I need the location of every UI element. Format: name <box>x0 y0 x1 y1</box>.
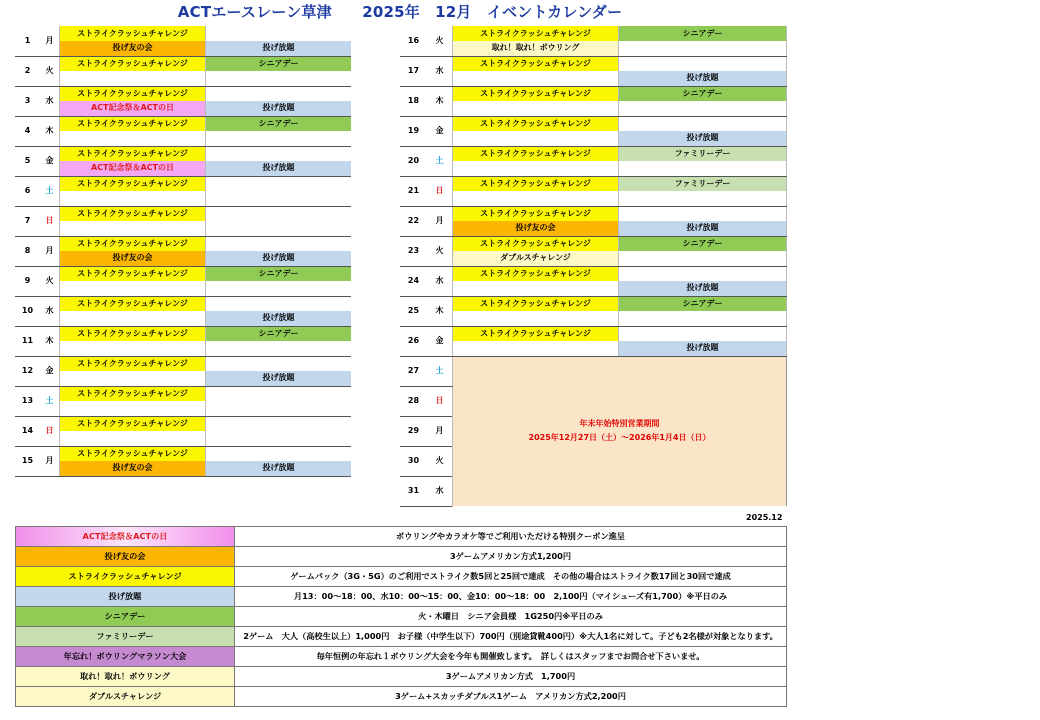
legend-row <box>16 527 787 547</box>
day-row <box>15 236 351 251</box>
event-slot <box>206 281 352 296</box>
day-weekday: 水 <box>427 266 453 296</box>
event-slot <box>206 221 352 236</box>
event-slot: 投げ放題 <box>206 251 352 266</box>
event-slot: ストライクラッシュチャレンジ <box>60 176 206 191</box>
day-number: 8 <box>15 236 40 266</box>
year-end-special-period <box>453 356 787 506</box>
event-slot: ストライクラッシュチャレンジ <box>453 86 619 101</box>
event-slot <box>60 311 206 326</box>
event-slot: 投げ放題 <box>619 281 787 296</box>
day-row-sub <box>15 431 351 446</box>
event-slot: シニアデー <box>619 296 787 311</box>
event-slot <box>619 116 787 131</box>
day-row-sub <box>400 221 787 236</box>
day-number: 3 <box>15 86 40 116</box>
event-slot: ストライクラッシュチャレンジ <box>60 56 206 71</box>
day-weekday: 木 <box>427 296 453 326</box>
event-slot: シニアデー <box>206 266 352 281</box>
day-number: 22 <box>400 206 427 236</box>
legend-event-name: 取れ！取れ！ボウリング <box>16 667 235 687</box>
day-number: 7 <box>15 206 40 236</box>
issue-date: 2025.12 <box>746 513 783 522</box>
day-weekday: 月 <box>427 206 453 236</box>
day-row <box>15 386 351 401</box>
day-weekday: 土 <box>427 146 453 176</box>
day-row <box>400 26 787 41</box>
day-number: 12 <box>15 356 40 386</box>
event-slot: ストライクラッシュチャレンジ <box>453 146 619 161</box>
day-row <box>15 116 351 131</box>
event-slot: ストライクラッシュチャレンジ <box>453 116 619 131</box>
legend-row <box>16 627 787 647</box>
day-row <box>400 56 787 71</box>
day-number: 10 <box>15 296 40 326</box>
event-slot <box>453 281 619 296</box>
legend-row <box>16 547 787 567</box>
event-slot: ストライクラッシュチャレンジ <box>60 266 206 281</box>
day-weekday: 土 <box>40 386 60 416</box>
year-end-dates: 2025年12月27日（土）～2026年1月4日（日） <box>528 433 711 443</box>
event-slot: ストライクラッシュチャレンジ <box>60 296 206 311</box>
day-row <box>15 146 351 161</box>
event-slot: ストライクラッシュチャレンジ <box>453 176 619 191</box>
event-slot: ストライクラッシュチャレンジ <box>60 146 206 161</box>
event-slot <box>453 161 619 176</box>
legend-table <box>15 526 787 707</box>
legend-event-description: 火・木曜日 シニア会員様 1G250円※平日のみ <box>235 607 787 627</box>
day-row-sub <box>400 251 787 266</box>
event-slot <box>60 281 206 296</box>
day-number: 25 <box>400 296 427 326</box>
event-slot <box>619 56 787 71</box>
legend-row <box>16 687 787 707</box>
day-number: 23 <box>400 236 427 266</box>
event-slot <box>206 356 352 371</box>
event-slot <box>206 176 352 191</box>
event-slot <box>206 146 352 161</box>
day-row <box>400 236 787 251</box>
day-row <box>15 26 351 41</box>
day-row-sub <box>400 281 787 296</box>
event-slot: ストライクラッシュチャレンジ <box>60 356 206 371</box>
legend-row <box>16 567 787 587</box>
event-slot: 投げ放題 <box>619 341 787 356</box>
day-row <box>400 296 787 311</box>
event-slot: 投げ友の会 <box>60 251 206 266</box>
day-weekday: 水 <box>427 476 453 506</box>
event-slot: ストライクラッシュチャレンジ <box>453 26 619 41</box>
day-weekday: 火 <box>427 26 453 56</box>
event-slot: ストライクラッシュチャレンジ <box>453 206 619 221</box>
year-end-title: 年末年始特別営業期間 <box>579 419 660 429</box>
legend-event-description: 毎年恒例の年忘れ１ボウリング大会を今年も開催致します。 詳しくはスタッフまでお問合せ下さいませ。 <box>235 647 787 667</box>
day-weekday: 月 <box>427 416 453 446</box>
day-row-sub <box>400 311 787 326</box>
event-slot: 投げ放題 <box>206 311 352 326</box>
day-row <box>15 266 351 281</box>
legend-row <box>16 607 787 627</box>
event-slot: 投げ放題 <box>206 461 352 476</box>
event-slot <box>60 191 206 206</box>
event-slot <box>619 311 787 326</box>
day-weekday: 日 <box>427 176 453 206</box>
event-slot: 投げ友の会 <box>453 221 619 236</box>
day-number: 11 <box>15 326 40 356</box>
day-row-sub <box>400 41 787 56</box>
day-weekday: 水 <box>40 296 60 326</box>
event-slot <box>453 101 619 116</box>
day-row-sub <box>15 131 351 146</box>
event-slot: ACT記念祭＆ACTの日 <box>60 101 206 116</box>
event-slot: ストライクラッシュチャレンジ <box>60 386 206 401</box>
event-slot <box>453 311 619 326</box>
day-weekday: 月 <box>40 26 60 56</box>
event-slot: 投げ放題 <box>206 371 352 386</box>
event-slot: シニアデー <box>619 86 787 101</box>
event-slot: 投げ放題 <box>619 131 787 146</box>
day-number: 17 <box>400 56 427 86</box>
legend-event-description: 3ゲームアメリカン方式 1,700円 <box>235 667 787 687</box>
day-number: 24 <box>400 266 427 296</box>
legend-row <box>16 667 787 687</box>
day-row <box>15 326 351 341</box>
legend-event-name: ストライクラッシュチャレンジ <box>16 567 235 587</box>
day-number: 31 <box>400 476 427 506</box>
day-row <box>400 326 787 341</box>
event-slot: ストライクラッシュチャレンジ <box>60 236 206 251</box>
day-weekday: 金 <box>40 146 60 176</box>
event-slot <box>206 386 352 401</box>
event-slot <box>206 401 352 416</box>
event-slot <box>619 41 787 56</box>
event-slot: ストライクラッシュチャレンジ <box>453 296 619 311</box>
day-row <box>15 176 351 191</box>
event-slot <box>206 236 352 251</box>
event-slot: ACT記念祭＆ACTの日 <box>60 161 206 176</box>
event-slot <box>206 191 352 206</box>
event-slot: ストライクラッシュチャレンジ <box>60 326 206 341</box>
day-weekday: 日 <box>40 416 60 446</box>
day-weekday: 土 <box>40 176 60 206</box>
day-number: 13 <box>15 386 40 416</box>
event-slot <box>453 341 619 356</box>
day-row <box>15 206 351 221</box>
day-number: 16 <box>400 26 427 56</box>
event-slot: ストライクラッシュチャレンジ <box>60 86 206 101</box>
calendar-left <box>15 26 351 477</box>
day-row-sub <box>400 161 787 176</box>
day-row-sub <box>400 71 787 86</box>
event-slot <box>453 71 619 86</box>
legend-event-description: 3ゲーム+スカッチダブルス1ゲーム アメリカン方式2,200円 <box>235 687 787 707</box>
day-row-sub <box>15 191 351 206</box>
day-row-sub <box>15 461 351 476</box>
event-slot <box>619 326 787 341</box>
day-row <box>15 446 351 461</box>
day-row-sub <box>400 341 787 356</box>
day-row-sub <box>15 341 351 356</box>
day-weekday: 月 <box>40 236 60 266</box>
legend-event-description: ゲームパック（3G・5G）のご利用でストライク数5回と25回で達成 その他の場合はストライク数17回と30回で達成 <box>235 567 787 587</box>
day-row <box>400 176 787 191</box>
legend-event-name: シニアデー <box>16 607 235 627</box>
day-row <box>400 116 787 131</box>
legend-event-description: 3ゲームアメリカン方式1,200円 <box>235 547 787 567</box>
event-slot: 投げ友の会 <box>60 41 206 56</box>
event-slot <box>60 431 206 446</box>
day-weekday: 月 <box>40 446 60 476</box>
event-slot: ファミリーデー <box>619 146 787 161</box>
day-weekday: 土 <box>427 356 453 386</box>
day-weekday: 日 <box>427 386 453 416</box>
day-number: 6 <box>15 176 40 206</box>
event-slot: ストライクラッシュチャレンジ <box>453 236 619 251</box>
day-row <box>400 146 787 161</box>
day-weekday: 金 <box>427 116 453 146</box>
day-weekday: 水 <box>427 56 453 86</box>
event-slot <box>206 446 352 461</box>
event-slot <box>206 86 352 101</box>
day-row-sub <box>400 131 787 146</box>
event-slot: 投げ放題 <box>619 221 787 236</box>
event-slot <box>619 101 787 116</box>
day-row <box>15 56 351 71</box>
event-slot: ストライクラッシュチャレンジ <box>60 446 206 461</box>
day-number: 1 <box>15 26 40 56</box>
day-weekday: 火 <box>40 56 60 86</box>
event-slot: シニアデー <box>206 56 352 71</box>
day-weekday: 火 <box>427 236 453 266</box>
event-slot <box>206 431 352 446</box>
event-slot: ストライクラッシュチャレンジ <box>453 56 619 71</box>
day-weekday: 火 <box>40 266 60 296</box>
page-title: ACTエースレーン草津 2025年 12月 イベントカレンダー <box>177 3 623 21</box>
legend-event-name: ダブルスチャレンジ <box>16 687 235 707</box>
day-number: 27 <box>400 356 427 386</box>
day-row <box>400 206 787 221</box>
event-slot: 投げ放題 <box>206 101 352 116</box>
legend-event-description: 2ゲーム 大人（高校生以上）1,000円 お子様（中学生以下）700円（別途貸靴400円）※大人1名に対して。子ども2名様が対象となります。 <box>235 627 787 647</box>
event-slot <box>206 131 352 146</box>
event-slot <box>619 266 787 281</box>
legend-row <box>16 587 787 607</box>
event-slot <box>206 341 352 356</box>
day-weekday: 金 <box>427 326 453 356</box>
event-slot <box>453 131 619 146</box>
day-weekday: 金 <box>40 356 60 386</box>
day-row-sub <box>15 251 351 266</box>
legend-event-name: 投げ放題 <box>16 587 235 607</box>
event-slot: 投げ放題 <box>206 161 352 176</box>
day-number: 19 <box>400 116 427 146</box>
event-slot <box>206 416 352 431</box>
event-slot: シニアデー <box>619 26 787 41</box>
day-row-sub <box>15 221 351 236</box>
event-slot: 取れ！取れ！ボウリング <box>453 41 619 56</box>
day-row <box>15 296 351 311</box>
event-slot: ストライクラッシュチャレンジ <box>60 416 206 431</box>
event-slot: ストライクラッシュチャレンジ <box>453 326 619 341</box>
event-slot <box>619 206 787 221</box>
day-number: 20 <box>400 146 427 176</box>
day-row-sub <box>15 71 351 86</box>
event-slot <box>60 371 206 386</box>
event-slot: ストライクラッシュチャレンジ <box>60 116 206 131</box>
day-row-sub <box>15 281 351 296</box>
day-weekday: 木 <box>427 86 453 116</box>
day-row-sub <box>400 191 787 206</box>
event-slot: 投げ放題 <box>619 71 787 86</box>
event-slot <box>206 26 352 41</box>
legend-event-name: 投げ友の会 <box>16 547 235 567</box>
event-slot <box>206 206 352 221</box>
event-slot <box>619 251 787 266</box>
day-row-sub <box>15 311 351 326</box>
legend-event-name: ACT記念祭＆ACTの日 <box>16 527 235 547</box>
day-row-sub <box>15 401 351 416</box>
day-row <box>400 266 787 281</box>
day-row <box>400 86 787 101</box>
day-number: 30 <box>400 446 427 476</box>
day-weekday: 水 <box>40 86 60 116</box>
event-slot <box>60 221 206 236</box>
day-row <box>15 416 351 431</box>
event-slot <box>60 401 206 416</box>
day-row <box>400 356 787 371</box>
day-number: 15 <box>15 446 40 476</box>
day-number: 14 <box>15 416 40 446</box>
calendar-right <box>400 26 787 507</box>
day-number: 26 <box>400 326 427 356</box>
event-slot <box>60 131 206 146</box>
event-slot <box>60 341 206 356</box>
day-number: 18 <box>400 86 427 116</box>
event-slot: ダブルスチャレンジ <box>453 251 619 266</box>
event-slot <box>206 71 352 86</box>
event-slot <box>619 161 787 176</box>
legend-event-name: 年忘れ！ボウリングマラソン大会 <box>16 647 235 667</box>
day-number: 21 <box>400 176 427 206</box>
day-number: 4 <box>15 116 40 146</box>
day-row <box>15 86 351 101</box>
day-weekday: 火 <box>427 446 453 476</box>
day-number: 29 <box>400 416 427 446</box>
legend-row <box>16 647 787 667</box>
day-row-sub <box>15 41 351 56</box>
day-row-sub <box>15 371 351 386</box>
day-row-sub <box>15 161 351 176</box>
event-slot: 投げ友の会 <box>60 461 206 476</box>
day-number: 5 <box>15 146 40 176</box>
event-slot: シニアデー <box>206 116 352 131</box>
legend-event-description: 月13：00～18：00、水10：00～15：00、金10：00～18：00 2,100円（マイシューズ有1,700）※平日のみ <box>235 587 787 607</box>
event-slot: ストライクラッシュチャレンジ <box>453 266 619 281</box>
event-slot: ストライクラッシュチャレンジ <box>60 206 206 221</box>
day-weekday: 日 <box>40 206 60 236</box>
event-slot: ストライクラッシュチャレンジ <box>60 26 206 41</box>
day-row <box>15 356 351 371</box>
event-slot <box>206 296 352 311</box>
event-slot: 投げ放題 <box>206 41 352 56</box>
event-slot: ファミリーデー <box>619 176 787 191</box>
day-row-sub <box>15 101 351 116</box>
day-number: 9 <box>15 266 40 296</box>
event-slot: シニアデー <box>206 326 352 341</box>
day-weekday: 木 <box>40 326 60 356</box>
day-weekday: 木 <box>40 116 60 146</box>
day-row-sub <box>400 101 787 116</box>
event-slot <box>60 71 206 86</box>
day-number: 28 <box>400 386 427 416</box>
event-slot: シニアデー <box>619 236 787 251</box>
day-number: 2 <box>15 56 40 86</box>
event-slot <box>619 191 787 206</box>
legend-event-description: ボウリングやカラオケ等でご利用いただける特別クーポン進呈 <box>235 527 787 547</box>
legend-event-name: ファミリーデー <box>16 627 235 647</box>
event-slot <box>453 191 619 206</box>
